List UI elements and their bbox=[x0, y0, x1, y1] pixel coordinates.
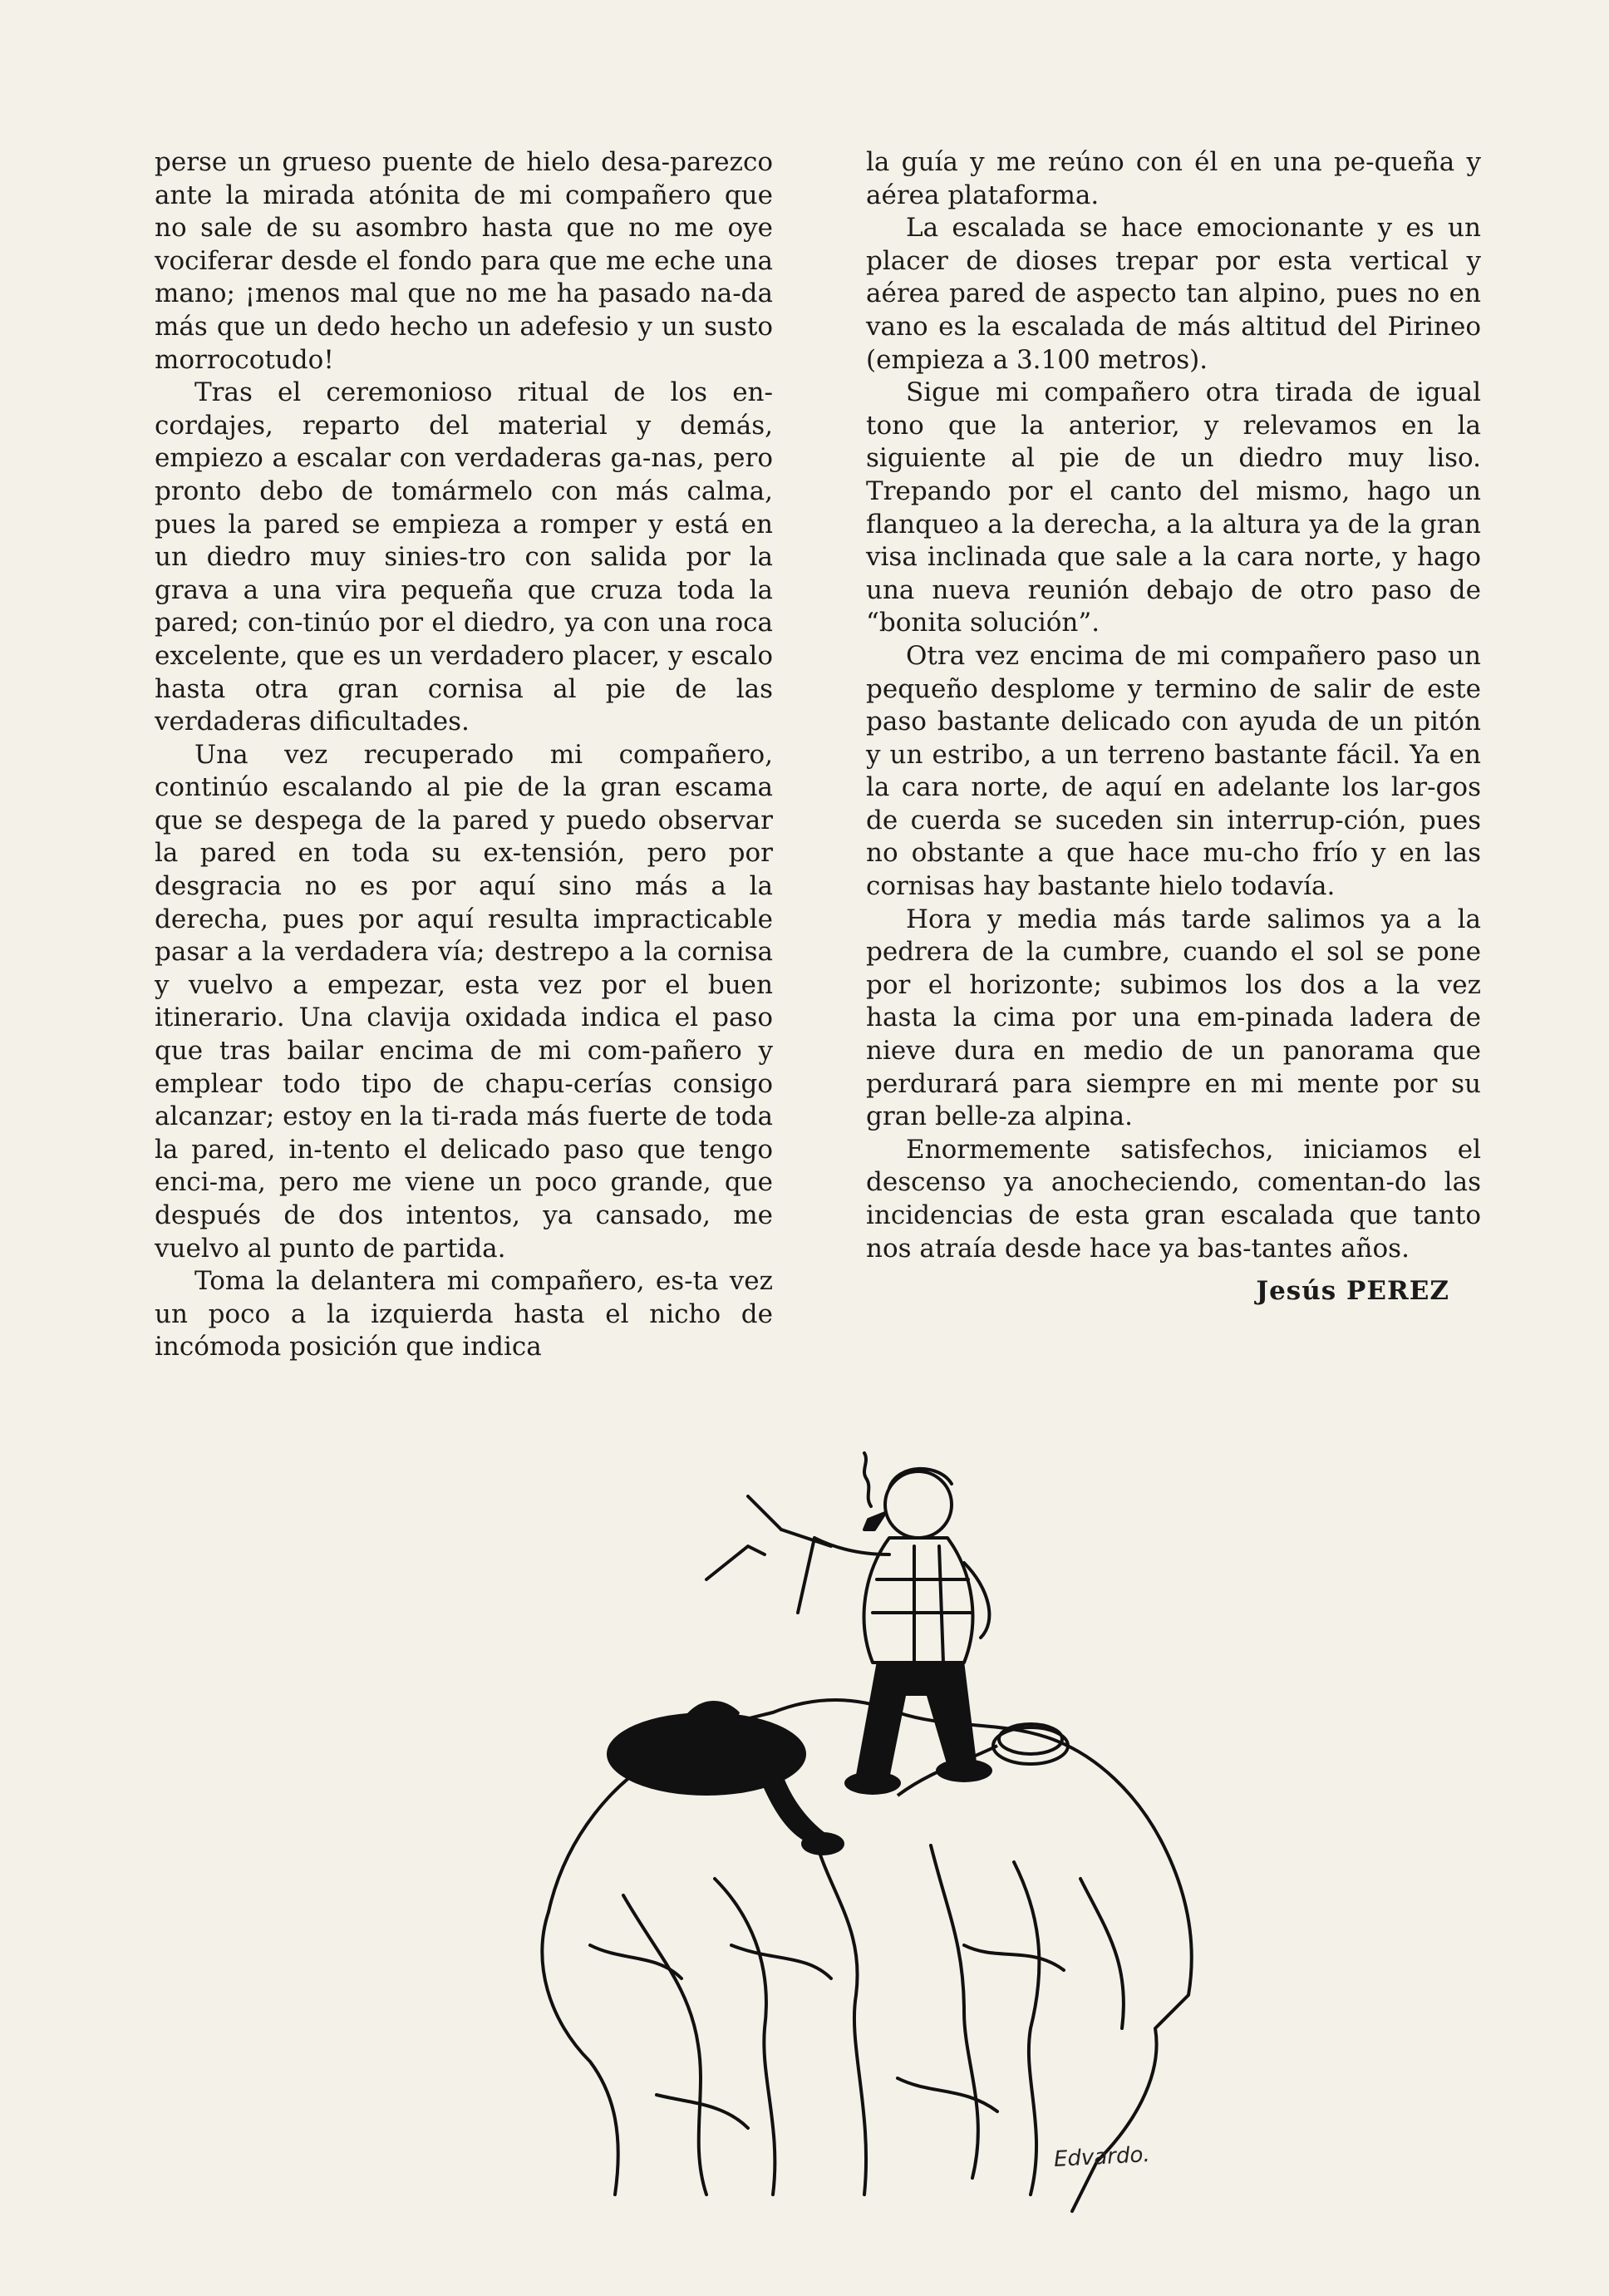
paragraph: Toma la delantera mi compañero, es-ta vez un poco a la izquierda hasta el nicho de incómoda posición que indica bbox=[155, 1266, 773, 1362]
paragraph: La escalada se hace emocionante y es un placer de dioses trepar por esta vertical y aérea pared de aspecto tan alpino, pues no en vano es la escalada de más altitud del Pirineo (empieza a 3.100 metros). bbox=[866, 213, 1481, 375]
paragraph: Otra vez encima de mi compañero paso un pequeño desplome y termino de salir de este paso bastante delicado con ayuda de un pitón y un estribo, a un terreno bastante fácil. Ya en la cara norte, de aquí en adelante los lar-gos de cuerda se suceden sin interrup-ción, pues no obstante a que hace mu-cho frío y en las cornisas hay bastante hielo todavía. bbox=[866, 640, 1481, 902]
paragraph: la guía y me reúno con él en una pe-queña y aérea plataforma. bbox=[866, 147, 1481, 210]
paragraph: Tras el ceremonioso ritual de los en-cordajes, reparto del material y demás, empiezo a escalar con verdaderas ga-nas, pero pronto debo de tomármelo con más calma, pues la pared se empieza a romper y está en un diedro muy sinies-tro con salida por la grava a una vira pequeña que cruza toda la pared; con-tinúo por el diedro, ya con una roca excelente, que es un verdadero placer, y escalo hasta otra gran cornisa al pie de las verdaderas dificultades. bbox=[155, 377, 773, 737]
paragraph: Una vez recuperado mi compañero, continúo escalando al pie de la gran escama que se despega de la pared y puedo observar la pared en toda su ex-tensión, pero por desgracia no es por aquí sino más a la derecha, pues por aquí resulta impracticable pasar a la verdadera vía; destrepo a la cornisa y vuelvo a empezar, esta vez por el buen itinerario. Una clavija oxidada indica el paso que tras bailar encima de mi com-pañero y emplear todo tipo de chapu-cerías consigo alcanzar; estoy en la ti-rada más fuerte de toda la pared, in-tento el delicado paso que tengo enci-ma, pero me viene un poco grande, que después de dos intentos, ya cansado, me vuelvo al punto de partida. bbox=[155, 739, 774, 1264]
article-left-column bbox=[155, 146, 773, 1364]
paragraph: Hora y media más tarde salimos ya a la pedrera de la cumbre, cuando el sol se pone por el horizonte; subimos los dos a la vez hasta la cima por una em-pinada ladera de nieve dura en medio de un panorama que perdurará para siempre en mi mente por su gran belle-za alpina. bbox=[866, 904, 1481, 1132]
paragraph: Sigue mi compañero otra tirada de igual tono que la anterior, y relevamos en la siguiente al pie de un diedro muy liso. Trepando por el canto del mismo, hago un flanqueo a la derecha, a la altura ya de la gran visa inclinada que sale a la cara norte, y hago una nueva reunión debajo de otro paso de “bonita solución”. bbox=[866, 377, 1481, 638]
paragraph: perse un grueso puente de hielo desa-parezco ante la mirada atónita de mi compañero que no sale de su asombro hasta que no me oye vociferar desde el fondo para que me eche una mano; ¡menos mal que no me ha pasado na-da más que un dedo hecho un adefesio y un susto morrocotudo! bbox=[155, 147, 773, 375]
article-right-column bbox=[866, 146, 1481, 1308]
author-signature: Jesús PEREZ bbox=[1256, 1276, 1449, 1307]
illustration-signature: Edvardo. bbox=[1053, 2141, 1151, 2173]
mountaineer-cartoon-icon bbox=[499, 1446, 1247, 2236]
paragraph: Enormemente satisfechos, iniciamos el descenso ya anocheciendo, comentan-do las incidencias de esta gran escalada que tanto nos atraía desde hace ya bas-tantes años. bbox=[866, 1134, 1481, 1264]
